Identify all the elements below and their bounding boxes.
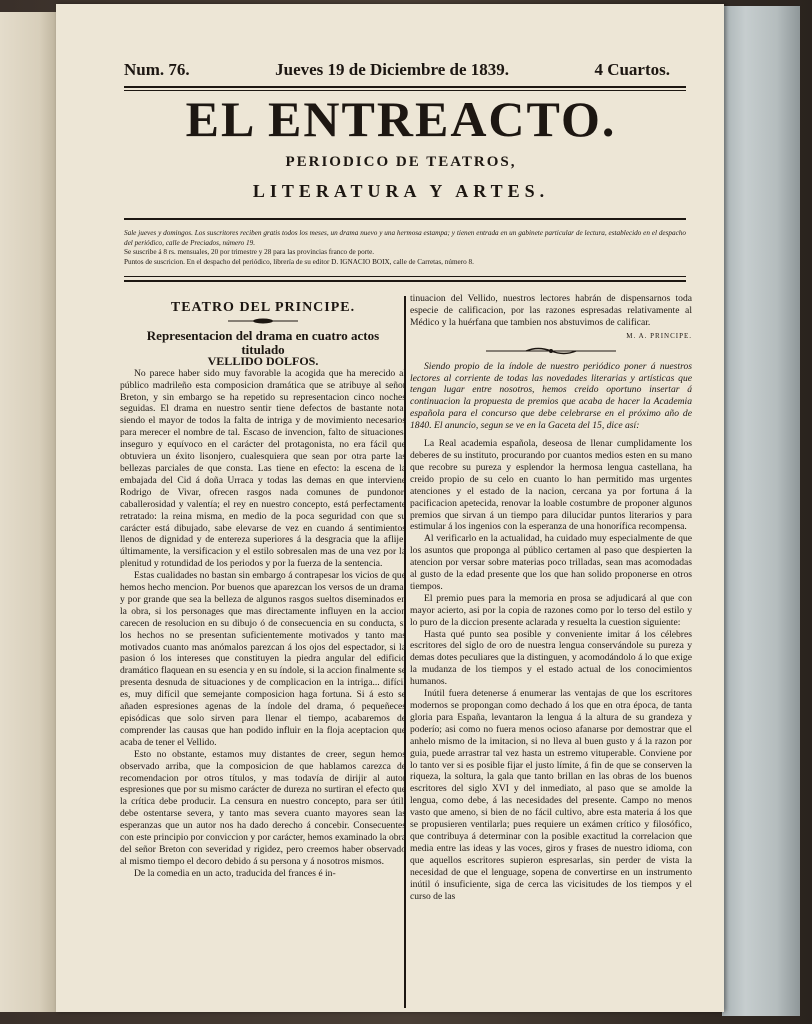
newspaper-page — [56, 4, 724, 1012]
academy-paragraph: Hasta qué punto sea posible y conveniente imitar á los célebres escritores del siglo de oro de nuestra lengua conservándole su pureza y demas dotes peculiares que la distinguen, y acomodándolo á lo que exige la mudanza de los tiempos y el estado actual de los conocimientos humanos. — [410, 628, 692, 688]
article-drama-name: VELLIDO DOLFOS. — [207, 353, 319, 368]
info-rule — [124, 280, 686, 282]
article-paragraph: No parece haber sido muy favorable la acogida que ha merecido al público madrileño esta composicion dramática que se atribuye al señor Breton, y sin embargo se ha repetido su representacion cinco noches seguidas. El drama en nuestro sentir tiene defectos de bastante nota, siendo el mayor de todos la falta de intriga y de movimiento necesarios para merecer el nombre de tal. Escaso de invencion, falto de situaciones, inseguro y equívoco en el carácter del protagonista, no era fácil que obtuviera un éxito lisonjero, cualesquiera que sean por otra parte las bellezas parciales de que consta. Las tiene en efecto: la escena de la embajada del Cid á doña Urraca y todas las demas en que interviene Rodrigo de Vivar, ofrecen rasgos nada comunes de pundonor, caballerosidad y valentía; el rey en nuestro concepto, está perfectamente retratado: la reina misma, en medio de la poca seguridad con que su carácter está dibujado, sabe elevarse de vez en cuando á sentimientos llenos de dignidad y de entereza superiores á la desgracia que la aflije: últimamente, la versificacion y el estilo sobresalen mas de una vez por la plenitud y rotundidad de los periodos y por la fuerza de la sentencia. — [120, 367, 406, 570]
academy-paragraph: Inútil fuera detenerse á enumerar las ventajas de que los escritores modernos se propongan como dechado á los que en otra época, de tanta gloria para España, levantaron la lengua á la altura de su grandeza y poderío; asi como no fuera menos ocioso afanarse por demostrar que el anhelo mismo de la imitacion, si no lleva al buen gusto y á la razon por guia, puede arrastrar tal vez hasta un estremo vituperable. Conviene por lo tanto ver si es posible fijar el justo límite, á fin de que se conserven la riqueza, la soltura, la gala que tanto brillan en las obras de los buenos escritores del siglo XVI y del inmediato, al paso que se amolde la lengua, como debe, á las necesidades del presente. Campo no menos vasto que ameno, si bien de no fácil cultivo, abre esta materia á los que se propusieren ventilarla; pues requiere un exámen crítico y filosófico, que contribuya á determinar con la posible exactitud la correlacion que media entre las ideas y las voces, giros y frases de nuestro idioma, con que aquellos escritores supieron espresarlas, sin perder de vista la necesidad de que el lenguage, sopena de convertirse en un instrumento inútil ó insuficiente, siga de cerca las vicisitudes de los tiempos y el curso de las — [410, 688, 692, 902]
article-title: Representacion del drama en cuatro actos — [146, 327, 380, 343]
info-line-2: Se suscribe á 8 rs. mensuales, 20 por trimestre y 28 para las provincias franco de porte. — [124, 248, 375, 256]
facing-page-edge — [0, 12, 56, 1012]
masthead-rule — [124, 86, 686, 88]
issue-date: Jueves 19 de Diciembre de 1839. — [275, 60, 509, 79]
header-rule — [124, 218, 686, 220]
info-line-3: Puntos de suscricion. En el despacho del periódico, librería de su editor D. IGNACIO BOIX, calle de Carretas, número 8. — [124, 257, 474, 266]
issue-price: 4 Cuartos. — [594, 60, 670, 79]
subtitle-periodico: PERIODICO DE TEATROS, — [285, 154, 517, 170]
ornament-divider — [228, 318, 298, 324]
left-column — [120, 296, 406, 880]
right-column — [410, 293, 692, 902]
ornament-divider-right — [486, 347, 616, 355]
article-paragraph: De la comedia en un acto, traducida del frances é in- — [134, 867, 336, 879]
academy-paragraph: La Real academia española, deseosa de llenar cumplidamente los deberes de su instituto, procurando por cuantos medios esten en su mano que recobre su pureza y esplendor la hermosa lengua castellana, ha creido propio de su celo en cuanto lo han permitido mas urgentes atenciones y el estado de la nacion, cercana ya por fortuna á la pacificacion apetecida, renovar la loable costumbre de proponer algunos premios que sirvan á un tiempo para dilucidar puntos literarios y para estimular á los ingenios con la esperanza de una honorífica recompensa. — [410, 438, 692, 533]
subscription-info — [124, 229, 686, 267]
article-paragraph: Estas cualidades no bastan sin embargo á contrapesar los vicios de que hemos hecho mencion. Por buenos que aparezcan los versos de un drama, y por grande que sea la belleza de algunos rasgos sueltos diseminados en la obra, si los personages que mas directamente influyen en la accion carecen de resolucion en su dibujo ó de consecuencia en su conducta, si los hechos no se presentan suficientemente motivados y tanto mas motivados cuanto mas anómalos parezcan á los ojos del espectador, si la pasion ó los intereses que constituyen la piedra angular del edificio dramático flaquean en su esencia y en su índole, si la accion finalmente se presenta desnuda de situaciones y de complicacion en la intriga... difícil es, muy difícil que semejante composicion haga fortuna. Si á esto se añaden espresiones agenas de la índole del drama, ó pequeñeces episódicas que solo sirven para llenar el tiempo, acabaremos de comprender las causas que han podido influir en la floja aceptacion que acaba de tener el Vellido. — [120, 570, 406, 748]
academy-paragraph: El premio pues para la memoria en prosa se adjudicará al que con mayor acierto, asi por la copia de razones como por lo terso del estilo y lo puro de la diccion presente aclarada y resuelta la cuestion siguiente: — [410, 592, 692, 628]
masthead-line — [124, 56, 670, 84]
continuation-paragraph: tinuacion del Vellido, nuestros lectores habrán de dispensarnos toda especie de calificacion, por las razones espresadas relativamente al Médico y la huérfana que tambien nos abstuvimos de calificar. — [410, 293, 692, 328]
section-heading: TEATRO DEL PRINCIPE. — [170, 300, 356, 315]
article-paragraph: Esto no obstante, estamos muy distantes de creer, segun hemos observado arriba, que la composicion de que hablamos carezca de recomendacion por otros títulos, y mas todavía de dirijir al autor espresiones que por su mismo carácter de dureza no surtiran el efecto que la crítica debe producir. La censura en nuestro concepto, para ser útil, debe ostentarse severa, y tanto mas severa cuanto mayores sean las esperanzas que un autor nos ha dado derecho á concebir. Consecuentes con este principio por conviccion y por carácter, hemos examinado la obra del señor Breton con severidad y rigidez, pero creemos haber observado al mismo tiempo el decoro debido á su persona y á nosotros mismos. — [120, 748, 406, 867]
article-signature: M. A. PRINCIPE. — [626, 331, 692, 340]
academy-paragraph: Al verificarlo en la actualidad, ha cuidado muy especialmente de que los asuntos que proponga al público certamen al paso que despierten la atencion por versar sobre materias poco trilladas, sean mas acomodadas al gusto de la edad presente que los que han solido proponerse en otros tiempos. — [410, 533, 692, 592]
info-line-1: Sale jueves y domingos. Los suscritores reciben gratis todos los meses, un drama nuevo y una hermosa estampa; y tienen entrada en un gabinete particular de lectura, establecido en el despacho del periódico, calle de Preciados, número 19. — [124, 229, 686, 247]
newspaper-title: EL ENTREACTO. — [185, 91, 617, 147]
issue-number: Num. 76. — [124, 60, 190, 79]
article-title-sub: titulado — [241, 341, 285, 357]
intro-paragraph: Siendo propio de la índole de nuestro periódico poner á nuestros lectores al corriente de todas las novedades literarias y artísticas que tengan lugar entre nosotros, hemos creido oportuno insertar á continuacion la propuesta de premios que acaba de hacer la Academia española para el concurso que debe celebrarse en el próximo año de 1840. El anuncio, segun se ve en la Gaceta del 15, dice así: — [410, 360, 692, 432]
subtitle-literatura: LITERATURA Y ARTES. — [252, 181, 550, 201]
book-cover-edge — [722, 6, 800, 1016]
info-rule-thin — [124, 276, 686, 277]
